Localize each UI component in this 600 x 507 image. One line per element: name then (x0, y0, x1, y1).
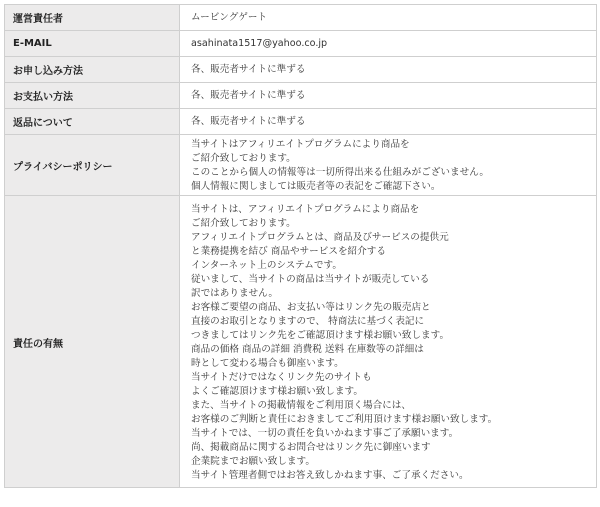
value-line: 各、販売者サイトに準ずる (191, 115, 306, 127)
row-value (180, 135, 597, 196)
value-line: 当サイトでは、一切の責任を負いかねます事ご了承願います。 (191, 427, 459, 439)
row-order-method (5, 57, 597, 83)
value-line: 当サイトはアフィリエイトプログラムにより商品を (191, 138, 410, 150)
value-line: インターネット上のシステムです。 (191, 259, 342, 271)
shop-info-body (5, 5, 597, 488)
row-value (180, 5, 597, 31)
row-label: プライバシーポリシー (5, 135, 180, 196)
email-value: asahinata1517@yahoo.co.jp (191, 37, 328, 49)
value-line: 商品の価格 商品の詳細 消費税 送料 在庫数等の詳細は (191, 343, 424, 355)
value-line: 各、販売者サイトに準ずる (191, 89, 306, 101)
row-liability (5, 196, 597, 488)
row-returns (5, 109, 597, 135)
value-line: 当サイトは、アフィリエイトプログラムにより商品を (191, 203, 420, 215)
value-line: ご紹介致しております。 (191, 152, 296, 164)
row-value (180, 196, 597, 488)
row-value (180, 57, 597, 83)
value-line: 各、販売者サイトに準ずる (191, 63, 306, 75)
row-value (180, 83, 597, 109)
value-line: アフィリエイトプログラムとは、商品及びサービスの提供元 (191, 231, 449, 243)
value-line: 従いまして、当サイトの商品は当サイトが販売している (191, 273, 430, 285)
value-line: 当サイト管理者側ではお答え致しかねます事、ご了承ください。 (191, 469, 469, 481)
row-label: 運営責任者 (5, 5, 180, 31)
value-line: 企業院までお願い致します。 (191, 455, 315, 467)
value-line: お客様のご判断と責任におきましてご利用頂けます様お願い致します。 (191, 413, 498, 425)
value-line: 当サイトだけではなくリンク先のサイトも (191, 371, 372, 383)
row-privacy-policy (5, 135, 597, 196)
row-label: お支払い方法 (5, 83, 180, 109)
shop-info-table (4, 4, 597, 488)
row-label: 返品について (5, 109, 180, 135)
row-payment-method (5, 83, 597, 109)
value-line: つきましてはリンク先をご確認頂けます様お願い致します。 (191, 329, 450, 341)
value-line: 訳ではありません。 (191, 287, 278, 299)
row-value (180, 31, 597, 57)
value-line: 時として変わる場合も御座います。 (191, 357, 344, 369)
row-label: E-MAIL (5, 31, 180, 57)
value-line: 個人情報に関しましては販売者等の表記をご確認下さい。 (191, 180, 441, 192)
row-label: 責任の有無 (5, 196, 180, 488)
row-operator (5, 5, 597, 31)
value-line: このことから個人の情報等は一切所得出来る仕組みがございません。 (191, 166, 489, 178)
value-line: ムービングゲート (191, 11, 268, 23)
value-line: よくご確認頂けます様お願い致します。 (191, 385, 363, 397)
value-line: 直接のお取引となりますので、 特商法に基づく表記に (191, 315, 425, 327)
value-line: と業務提携を結び 商品やサービスを紹介する (191, 245, 386, 257)
row-label: お申し込み方法 (5, 57, 180, 83)
value-line: また、当サイトの掲載情報をご利用頂く場合には、 (191, 399, 411, 411)
row-value (180, 109, 597, 135)
value-line: 尚、掲載商品に関するお問合せはリンク先に御座います (191, 441, 431, 453)
value-line: ご紹介致しております。 (191, 217, 296, 229)
value-line: お客様ご要望の商品、お支払い等はリンク先の販売店と (191, 301, 431, 313)
row-email (5, 31, 597, 57)
